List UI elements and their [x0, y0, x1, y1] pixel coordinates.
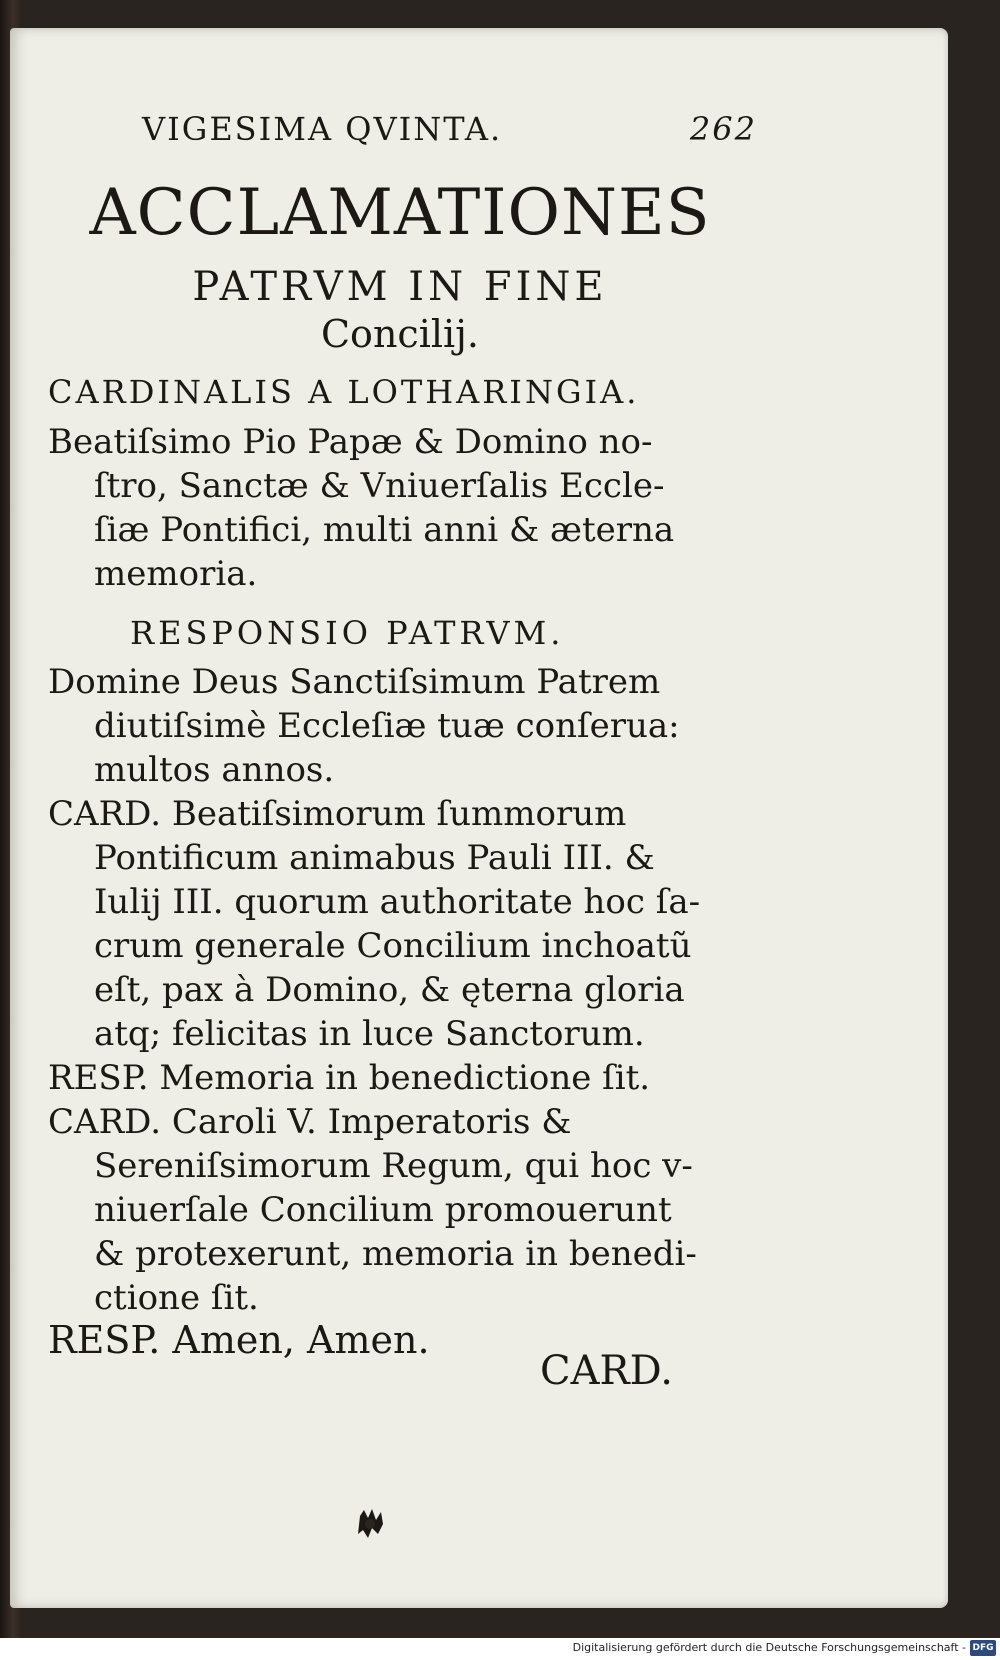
text-line: Domine Deus Sanctiſsimum Patrem — [48, 662, 661, 702]
text-line: & protexerunt, memoria in benedi- — [94, 1234, 697, 1274]
text-line: RESP. Memoria in benedictione ſit. — [48, 1058, 651, 1098]
page-number: 262 — [689, 110, 757, 148]
catchword: CARD. — [540, 1348, 673, 1394]
section-heading: RESPONSIO PATRVM. — [130, 614, 565, 652]
page-title: ACCLAMATIONES — [89, 176, 711, 250]
text-line: Beatiſsimo Pio Papæ & Domino no- — [48, 422, 653, 462]
running-head — [142, 110, 757, 160]
paragraph-response-2 — [48, 1056, 753, 1100]
subtitle-line-2: Concilij. — [320, 312, 480, 356]
dfg-logo: DFG — [970, 1640, 996, 1656]
speaker-heading: CARDINALIS A LOTHARINGIA. — [48, 373, 640, 411]
text-line: Sereniſsimorum Regum, qui hoc v- — [94, 1146, 693, 1186]
text-line: CARD. Beatiſsimorum ſummorum — [48, 794, 627, 834]
text-line: eſt, pax à Domino, & ęterna gloria — [94, 970, 685, 1010]
text-line: RESP. Amen, Amen. — [48, 1318, 430, 1362]
text-line: ſtro, Sanctæ & Vniuerſalis Eccle- — [94, 466, 665, 506]
paragraph-acclamation-2 — [48, 792, 753, 1056]
text-line: Pontificum animabus Pauli III. & — [94, 838, 655, 878]
paragraph-acclamation-3 — [48, 1100, 753, 1320]
text-line: multos annos. — [94, 750, 335, 790]
text-line: ſiæ Pontifici, multi anni & æterna — [94, 510, 675, 550]
text-line: atq; felicitas in luce Sanctorum. — [94, 1014, 645, 1054]
ink-mark-icon — [354, 1506, 388, 1542]
footer-credit: Digitalisierung gefördert durch die Deutsche Forschungsgemeinschaft - — [572, 1641, 966, 1654]
text-line: Iulij III. quorum authoritate hoc ſa- — [94, 882, 701, 922]
book-page — [10, 28, 948, 1608]
digitization-footer — [0, 1638, 1000, 1660]
paragraph-response-1 — [48, 660, 753, 792]
text-line: niuerſale Concilium promouerunt — [94, 1190, 672, 1230]
subtitle-line-1: PATRVM IN FINE — [192, 264, 608, 310]
text-line: diutiſsimè Eccleſiæ tuæ conſerua: — [94, 706, 680, 746]
text-line: CARD. Caroli V. Imperatoris & — [48, 1102, 572, 1142]
running-head-title: VIGESIMA QVINTA. — [142, 110, 503, 148]
text-line: memoria. — [94, 554, 258, 594]
text-line: ctione ſit. — [94, 1278, 259, 1318]
text-line: crum generale Concilium inchoatũ — [94, 926, 692, 966]
paragraph-acclamation-1 — [48, 420, 753, 596]
